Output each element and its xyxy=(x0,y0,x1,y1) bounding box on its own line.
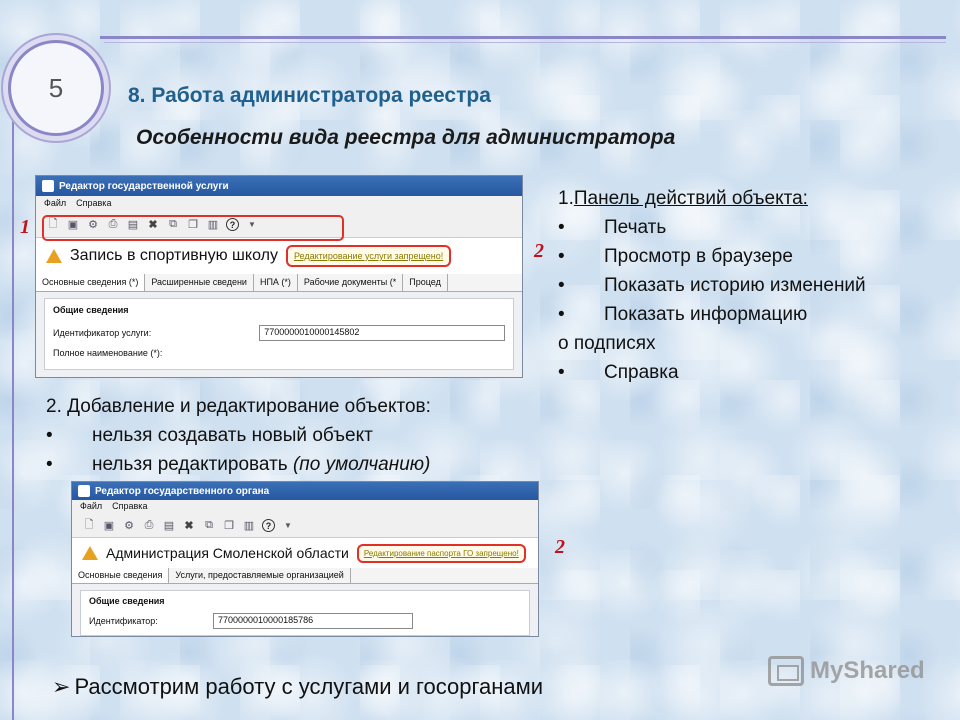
list-item-text: нельзя создавать новый объект xyxy=(92,424,373,446)
menu-help[interactable]: Справка xyxy=(112,501,148,511)
signature-info-icon[interactable]: ▥ xyxy=(243,520,255,532)
list-heading xyxy=(558,184,866,213)
chevron-down-icon[interactable]: ▼ xyxy=(284,521,292,530)
tab-extended-info[interactable]: Расширенные сведени xyxy=(145,274,254,291)
left-frame-line xyxy=(12,100,14,720)
record-header xyxy=(72,538,538,568)
add-edit-list xyxy=(46,392,431,479)
record-body xyxy=(72,584,538,637)
marker-2-bottom: 2 xyxy=(555,536,565,558)
menu-help[interactable]: Справка xyxy=(76,198,112,208)
history-icon[interactable]: ⧉ xyxy=(169,218,177,230)
org-editor-screenshot xyxy=(71,481,539,637)
edit-forbidden-notice: Редактирование услуги запрещено! xyxy=(286,245,451,267)
print-icon[interactable]: ⎙ xyxy=(144,519,154,531)
copy-icon[interactable]: ❐ xyxy=(188,219,198,231)
list-item-text: Показать информацию xyxy=(604,303,808,325)
toolbar-highlight xyxy=(42,215,344,241)
record-tabs xyxy=(36,274,522,292)
tab-main-info[interactable]: Основные сведения xyxy=(72,568,169,583)
window-titlebar xyxy=(36,176,522,196)
history-icon[interactable]: ⧉ xyxy=(205,519,213,531)
signature-info-icon[interactable]: ▥ xyxy=(207,219,219,231)
tab-work-docs[interactable]: Рабочие документы (* xyxy=(298,274,403,291)
top-frame-line-inner xyxy=(104,42,946,43)
browser-preview-icon[interactable]: ▤ xyxy=(127,219,139,231)
help-icon[interactable]: ? xyxy=(226,218,239,231)
record-title: Администрация Смоленской области xyxy=(106,545,349,561)
list-item: • Справка xyxy=(558,361,679,383)
warning-icon xyxy=(82,546,98,560)
copy-icon[interactable]: ❐ xyxy=(224,520,234,532)
general-info-panel xyxy=(44,298,514,370)
list-item-text: Справка xyxy=(604,361,679,383)
list-heading: 2. Добавление и редактирование объектов: xyxy=(46,395,431,417)
marker-1: 1 xyxy=(20,216,30,238)
list-item-text xyxy=(92,454,430,476)
field-label: Идентификатор: xyxy=(89,616,158,626)
list-item: • нельзя редактировать (по умолчанию) xyxy=(46,453,431,475)
list-item-text: Показать историю изменений xyxy=(604,274,866,296)
delete-icon[interactable]: ✖ xyxy=(148,219,158,231)
arrow-bullet-icon: ➢ xyxy=(52,674,71,699)
brand-logo-icon xyxy=(768,656,804,686)
browser-preview-icon[interactable]: ▤ xyxy=(163,520,175,532)
menubar xyxy=(36,196,522,212)
record-body xyxy=(36,292,522,378)
app-icon xyxy=(42,180,54,192)
list-item-italic: (по умолчанию) xyxy=(292,453,431,475)
actions-panel-list xyxy=(558,184,866,387)
list-item: • Показать информацию xyxy=(558,303,808,325)
list-continuation: о подписях xyxy=(558,332,656,354)
general-info-panel xyxy=(80,590,530,636)
field-label: Полное наименование (*): xyxy=(53,348,163,358)
record-tabs xyxy=(72,568,538,584)
footer-note xyxy=(52,674,543,700)
window-titlebar xyxy=(72,482,538,500)
new-object-icon[interactable]: 🗋 xyxy=(84,519,94,531)
slide-number-badge xyxy=(8,40,104,136)
top-frame-line xyxy=(100,36,946,39)
list-heading-number: 1. xyxy=(558,187,574,209)
org-id-field[interactable]: 7700000010000185786 xyxy=(213,613,413,629)
object-actions-toolbar xyxy=(72,514,538,538)
edit-forbidden-notice: Редактирование паспорта ГО запрещено! xyxy=(357,544,526,563)
menu-file[interactable]: Файл xyxy=(80,501,103,511)
list-item: • Показать историю изменений xyxy=(558,274,866,296)
watermark-brand xyxy=(768,656,925,686)
list-heading-text: Панель действий объекта: xyxy=(573,187,808,209)
list-item: • Печать xyxy=(558,216,667,238)
app-icon xyxy=(78,485,90,497)
print-icon[interactable]: ⎙ xyxy=(108,218,118,230)
record-header xyxy=(36,238,522,274)
section-title: 8. Работа администратора реестра xyxy=(128,84,491,107)
footer-text: Рассмотрим работу с услугами и госорганами xyxy=(74,674,544,699)
record-title: Запись в спортивную школу xyxy=(70,247,278,264)
field-row xyxy=(89,612,521,630)
tab-procedures[interactable]: Процед xyxy=(403,274,448,291)
settings-icon[interactable]: ⚙ xyxy=(88,219,98,231)
list-item-text: Печать xyxy=(604,216,667,238)
save-icon[interactable]: ▣ xyxy=(103,520,115,532)
marker-2-top: 2 xyxy=(534,240,544,262)
service-editor-screenshot xyxy=(35,175,523,378)
brand-name: MyShared xyxy=(810,657,925,684)
field-label: Идентификатор услуги: xyxy=(53,328,152,338)
list-item: • Просмотр в браузере xyxy=(558,245,793,267)
slide-number: 5 xyxy=(48,72,64,103)
field-row xyxy=(53,343,505,363)
tab-org-services[interactable]: Услуги, предоставляемые организацией xyxy=(169,568,350,583)
window-title: Редактор государственной услуги xyxy=(59,180,229,192)
window-title: Редактор государственного органа xyxy=(95,485,270,497)
field-row xyxy=(53,323,505,343)
new-object-icon[interactable]: 🗋 xyxy=(48,218,58,230)
tab-main-info[interactable]: Основные сведения (*) xyxy=(36,274,145,291)
settings-icon[interactable]: ⚙ xyxy=(124,520,134,532)
list-item: • нельзя создавать новый объект xyxy=(46,424,373,446)
warning-icon xyxy=(46,249,62,263)
service-id-field[interactable]: 7700000010000145802 xyxy=(259,325,505,341)
list-item-main: нельзя редактировать xyxy=(92,453,293,475)
menubar xyxy=(72,500,538,514)
tab-npa[interactable]: НПА (*) xyxy=(254,274,298,291)
panel-title: Общие сведения xyxy=(89,596,165,606)
save-icon[interactable]: ▣ xyxy=(67,219,79,231)
slide-subtitle: Особенности вида реестра для администратора xyxy=(136,126,676,149)
help-icon[interactable]: ? xyxy=(262,519,275,532)
chevron-down-icon[interactable]: ▼ xyxy=(248,220,256,229)
panel-title: Общие сведения xyxy=(53,305,129,315)
menu-file[interactable]: Файл xyxy=(44,198,67,208)
delete-icon[interactable]: ✖ xyxy=(184,520,194,532)
list-item-text: Просмотр в браузере xyxy=(604,245,793,267)
